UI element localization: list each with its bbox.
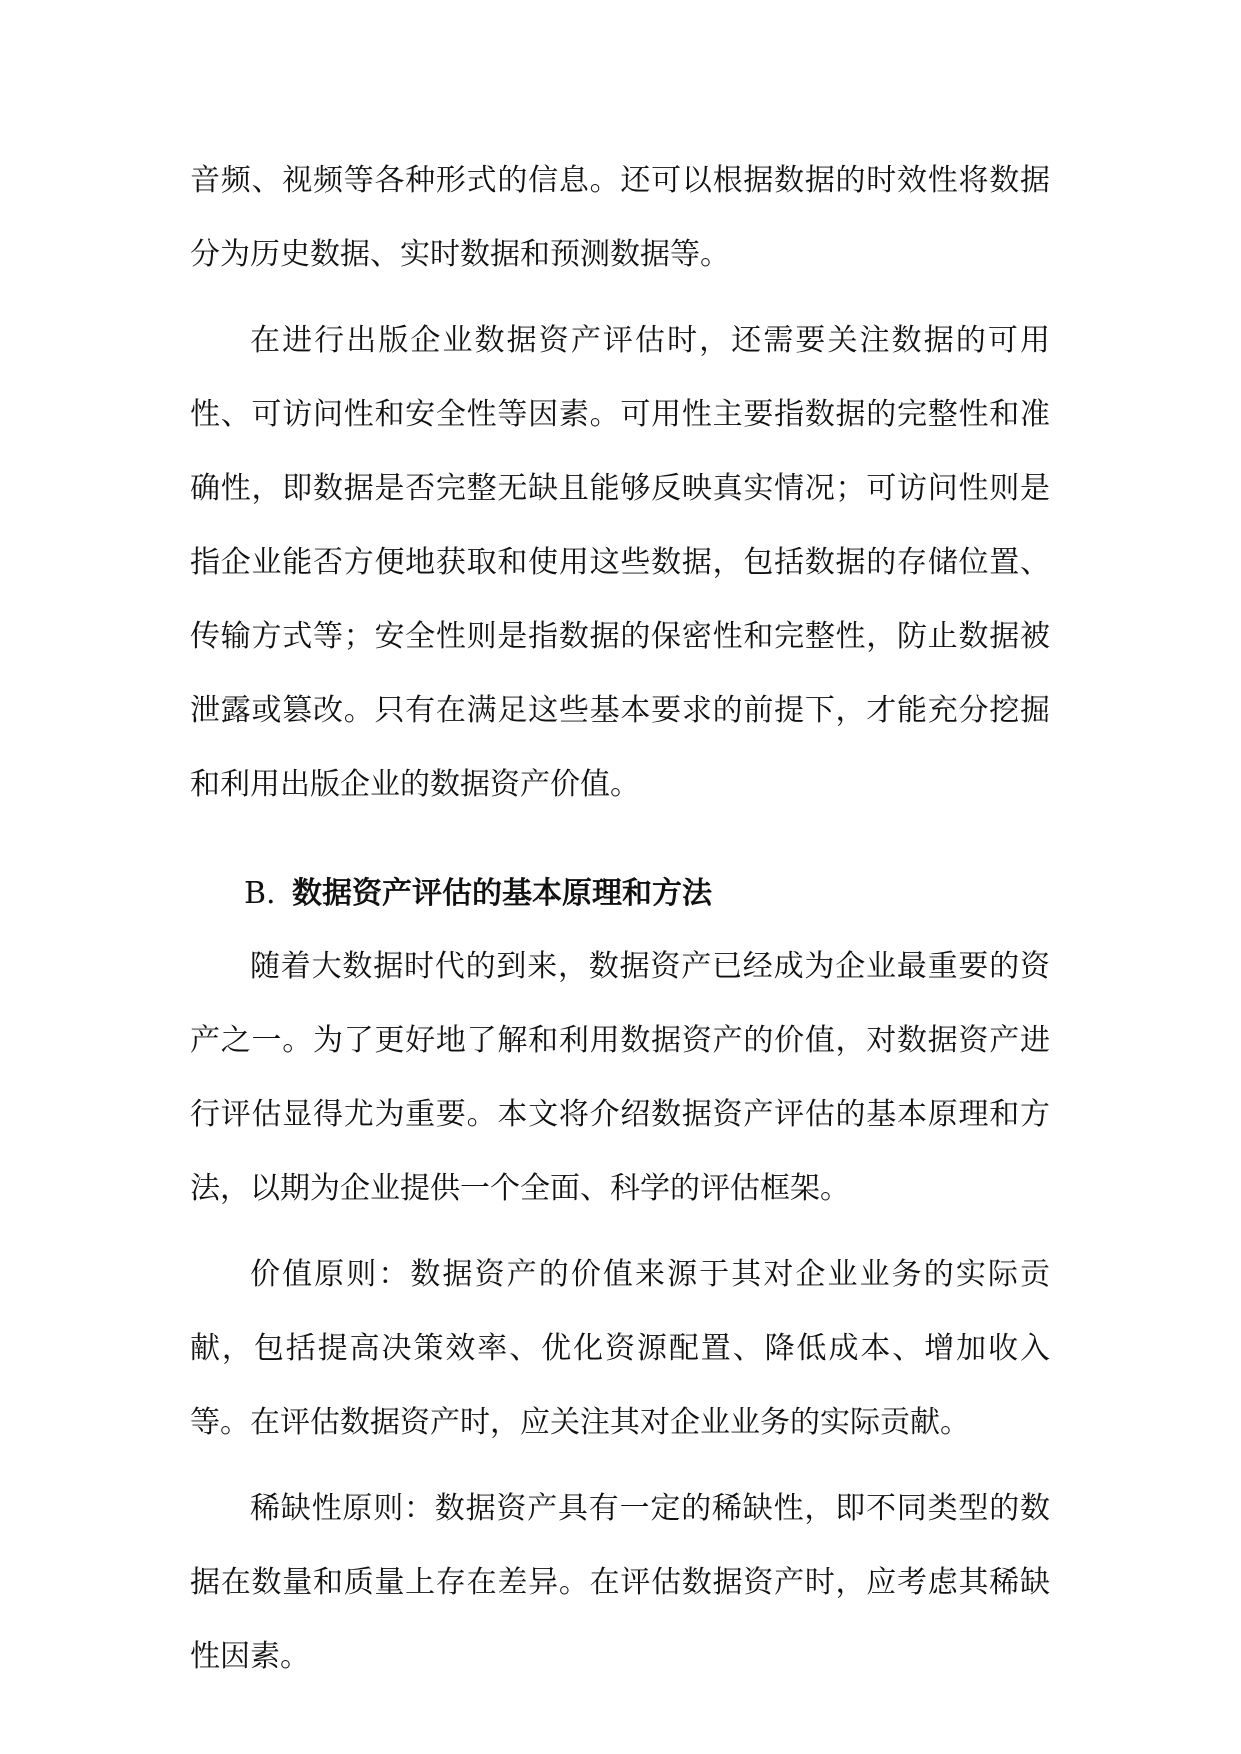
paragraph-continuation: 音频、视频等各种形式的信息。还可以根据数据的时效性将数据分为历史数据、实时数据和预测数据等。	[190, 163, 1050, 272]
paragraph-value-principle: 价值原则：数据资产的价值来源于其对企业业务的实际贡献，包括提高决策效率、优化资源配置、降低成本、增加收入等。在评估数据资产时，应关注其对企业业务的实际贡献。	[190, 1257, 1050, 1440]
paragraph-intro: 随着大数据时代的到来，数据资产已经成为企业最重要的资产之一。为了更好地了解和利用数据资产的价值，对数据资产进行评估显得尤为重要。本文将介绍数据资产评估的基本原理和方法，以期为企业提供一个全面、科学的评估框架。	[190, 949, 1050, 1206]
section-label: B.	[244, 876, 276, 911]
paragraph-gap	[190, 1226, 1050, 1238]
paragraph-data-evaluation-factors: 在进行出版企业数据资产评估时，还需要关注数据的可用性、可访问性和安全性等因素。可用性主要指数据的完整性和准确性，即数据是否完整无缺且能够反映真实情况；可访问性则是指企业能否方便地获取和使用这些数据，包括数据的存储位置、传输方式等；安全性则是指数据的保密性和完整性，防止数据被泄露或篡改。只有在满足这些基本要求的前提下，才能充分挖掘和利用出版企业的数据资产价值。	[190, 323, 1050, 802]
section-heading	[190, 868, 1050, 920]
paragraph-gap	[190, 1460, 1050, 1472]
paragraph-gap	[190, 292, 1050, 304]
paragraph-scarcity-principle: 稀缺性原则：数据资产具有一定的稀缺性，即不同类型的数据在数量和质量上存在差异。在评估数据资产时，应考虑其稀缺性因素。	[190, 1491, 1050, 1674]
document-body	[190, 144, 1050, 1694]
section-title: 数据资产评估的基本原理和方法	[292, 876, 712, 911]
